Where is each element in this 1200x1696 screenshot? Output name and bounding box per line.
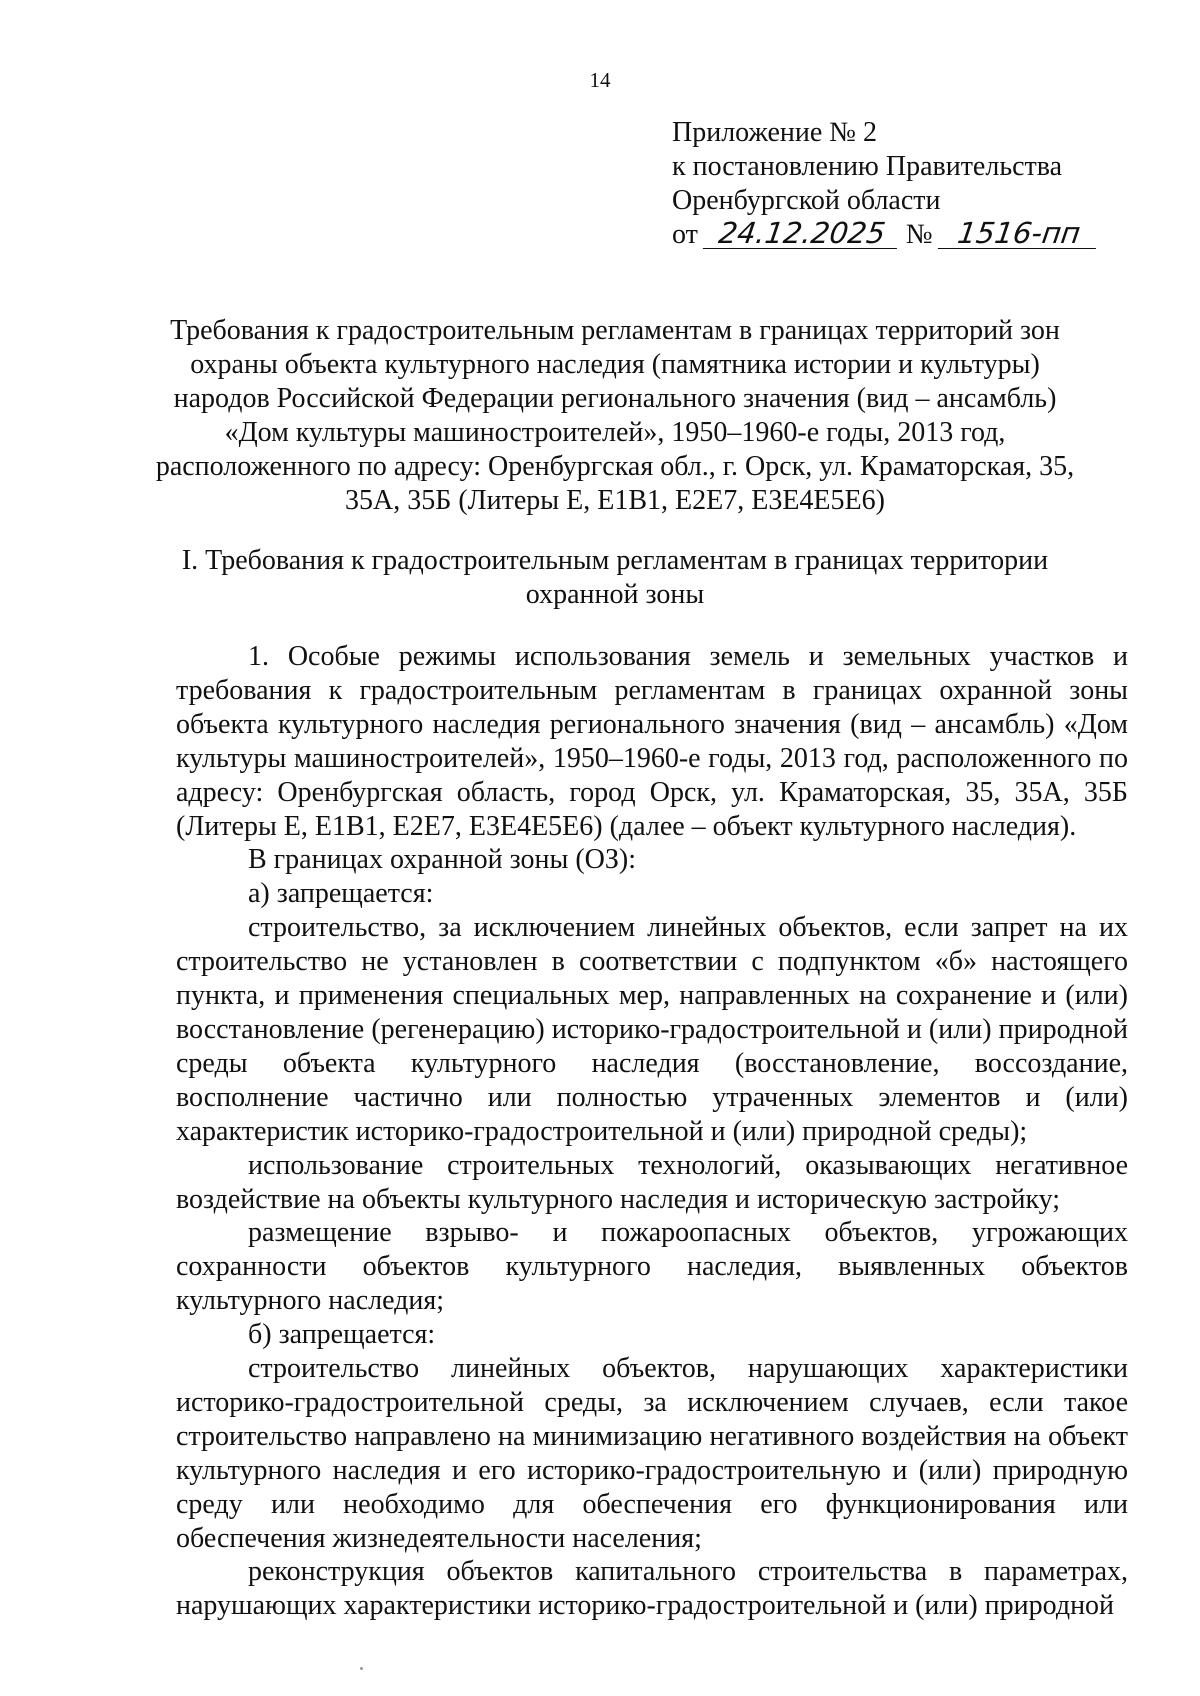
appendix-block xyxy=(672,116,1098,252)
paragraph-1: 1. Особые режимы использования земель и земельных участков и требования к градостроительным регламентам в границах охранной зоны объекта культурного наследия регионального значения (вид – ансамбль) «Дом культуры машиностроителей», 1950–1960-е годы, 2013 год, расположенного по адресу: Оренбургская область, город Орск, ул. Краматорская, 35, 35А, 35Б (Литеры Е, Е1В1, Е2Е7, Е3Е4Е5Е6) (далее – объект культурного наследия). xyxy=(176,641,1128,842)
appendix-line-3: Оренбургской области xyxy=(672,185,941,216)
paragraph-6: размещение взрыво- и пожароопасных объектов, угрожающих сохранности объектов культурного наследия, выявленных объектов культурного наследия; xyxy=(176,1217,1128,1317)
paragraph-2: В границах охранной зоны (ОЗ): xyxy=(248,844,637,876)
page-number: 14 xyxy=(589,68,611,92)
appendix-line-2: к постановлению Правительства xyxy=(672,151,1063,182)
paragraph-3: а) запрещается: xyxy=(248,878,434,910)
scan-speck xyxy=(360,1667,363,1670)
document-title: Требования к градостроительным регламентам в границах территорий зон охраны объекта культурного наследия (памятника истории и культуры) народов Российской Федерации регионального значения (вид – ансамбль) «Дом культуры машиностроителей», 1950–1960-е годы, 2013 год, расположенного по адресу: Оренбургская обл., г. Орск, ул. Краматорская, 35, 35А, 35Б (Литеры Е, Е1В1, Е2Е7, Е3Е4Е5Е6) xyxy=(155,315,1075,516)
paragraph-4: строительство, за исключением линейных объектов, если запрет на их строительство не установлен в соответствии с подпунктом «б» настоящего пункта, и применения специальных мер, направленных на сохранение и (или) восстановление (регенерацию) историко-градостроительной и (или) природной среды объекта культурного наследия (восстановление, воссоздание, восполнение частично или полностью утраченных элементов и (или) характеристик историко-градостроительной и (или) природной среды); xyxy=(176,912,1128,1147)
from-label: от xyxy=(672,219,698,250)
appendix-date-line xyxy=(672,218,1098,252)
paragraph-8: строительство линейных объектов, нарушающих характеристики историко-градостроительной среды, за исключением случаев, если такое строительство направлено на минимизацию негативного воздействия на объект культурного наследия и его историко-градостроительную и (или) природную среду или необходимо для обеспечения его функционирования или обеспечения жизнедеятельности населения; xyxy=(176,1353,1128,1554)
paragraph-5: использование строительных технологий, оказывающих негативное воздействие на объекты культурного наследия и историческую застройку; xyxy=(176,1149,1128,1215)
number-label: № xyxy=(905,219,933,250)
body-text xyxy=(176,640,1128,1623)
section-heading: I. Требования к градостроительным регламентам в границах территории охранной зоны xyxy=(181,545,1049,610)
handwritten-date: 24.12.2025 xyxy=(703,218,901,249)
handwritten-number: 1516-пп xyxy=(937,218,1099,249)
paragraph-9: реконструкция объектов капитального строительства в параметрах, нарушающих характеристики историко-градостроительной и (или) природной xyxy=(176,1556,1128,1622)
appendix-line-1: Приложение № 2 xyxy=(672,117,877,148)
paragraph-7: б) запрещается: xyxy=(248,1319,436,1351)
